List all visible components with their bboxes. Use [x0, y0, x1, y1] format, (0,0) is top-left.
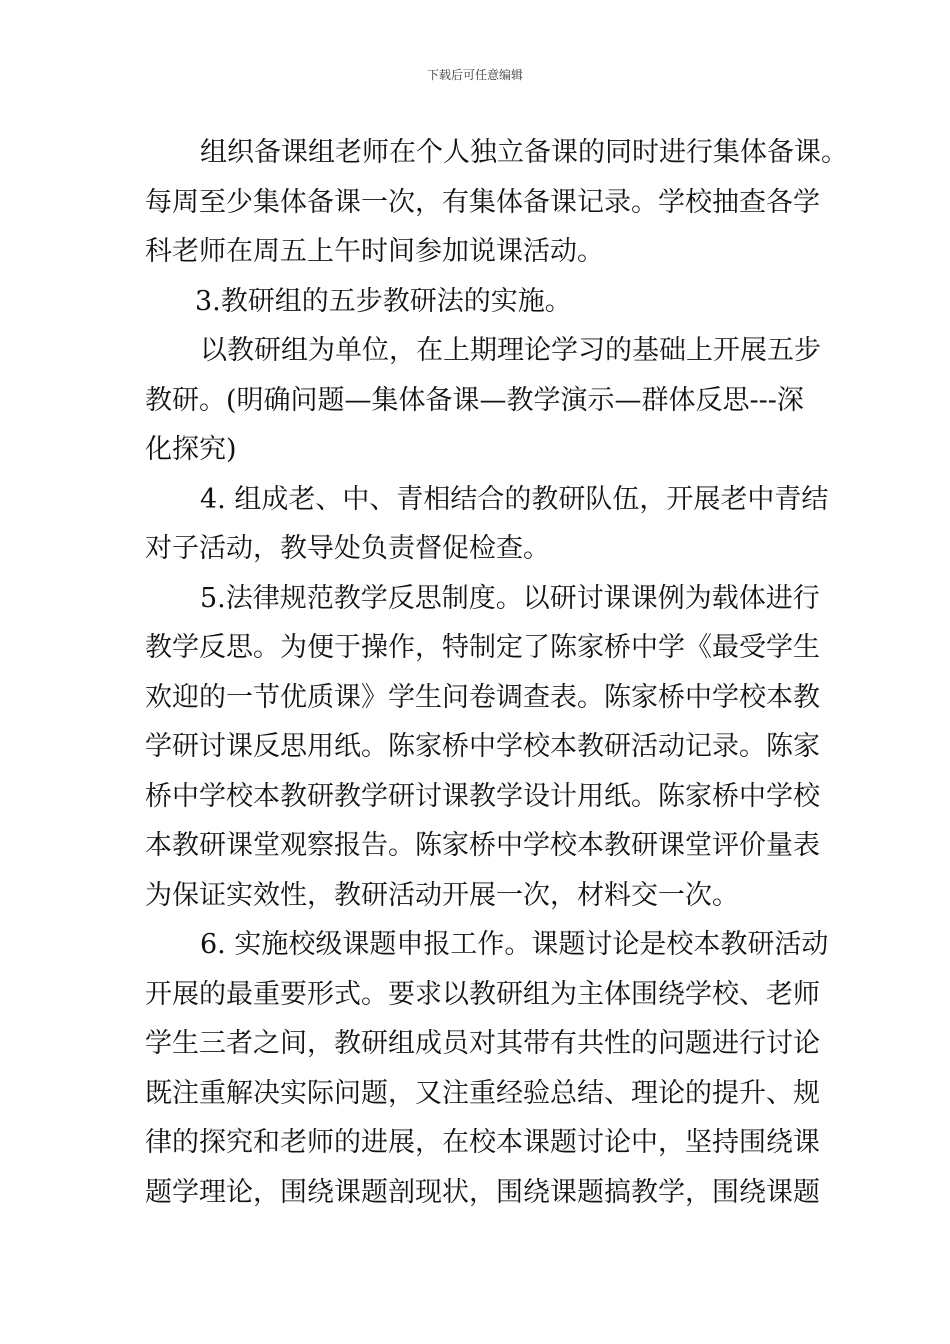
paragraph-line: 5.法律规范教学反思制度。以研讨课课例为载体进行: [200, 582, 820, 614]
paragraph-line: 既注重解决实际问题，又注重经验总结、理论的提升、规: [145, 1077, 820, 1109]
paragraph-line: 本教研课堂观察报告。陈家桥中学校本教研课堂评价量表: [145, 830, 820, 861]
paragraph-line: 教研。(明确问题—集体备课—教学演示—群体反思---深: [145, 384, 804, 416]
paragraph-line: 化探究): [145, 434, 237, 465]
paragraph-line: 以教研组为单位，在上期理论学习的基础上开展五步: [200, 335, 821, 366]
paragraph-line: 欢迎的一节优质课》学生问卷调查表。陈家桥中学校本教: [145, 681, 820, 713]
paragraph-line: 教学反思。为便于操作，特制定了陈家桥中学《最受学生: [145, 632, 820, 663]
page-header: 下载后可任意编辑: [426, 68, 523, 82]
paragraph-line: 3.教研组的五步教研法的实施。: [195, 285, 572, 317]
paragraph-line: 学生三者之间，教研组成员对其带有共性的问题进行讨论: [145, 1028, 820, 1059]
paragraph-line: 开展的最重要形式。要求以教研组为主体围绕学校、老师: [145, 978, 820, 1010]
paragraph-line: 组织备课组老师在个人独立备课的同时进行集体备课。: [200, 137, 848, 168]
paragraph-line: 题学理论，围绕课题剖现状，围绕课题搞教学，围绕课题: [145, 1176, 820, 1208]
paragraph-line: 科老师在周五上午时间参加说课活动。: [145, 236, 604, 267]
paragraph-line: 对子活动，教导处负责督促检查。: [145, 533, 550, 564]
paragraph-line: 4. 组成老、中、青相结合的教研队伍，开展老中青结: [200, 483, 829, 515]
paragraph-line: 为保证实效性，教研活动开展一次，材料交一次。: [145, 879, 739, 911]
document-body: [145, 128, 848, 1217]
paragraph-line: 学研讨课反思用纸。陈家桥中学校本教研活动记录。陈家: [145, 731, 820, 762]
paragraph-line: 桥中学校本教研教学研讨课教学设计用纸。陈家桥中学校: [145, 780, 820, 812]
paragraph-line: 律的探究和老师的进展，在校本课题讨论中，坚持围绕课: [145, 1127, 820, 1158]
paragraph-line: 每周至少集体备课一次，有集体备课记录。学校抽查各学: [145, 186, 820, 218]
paragraph-line: 6. 实施校级课题申报工作。课题讨论是校本教研活动: [200, 929, 829, 960]
